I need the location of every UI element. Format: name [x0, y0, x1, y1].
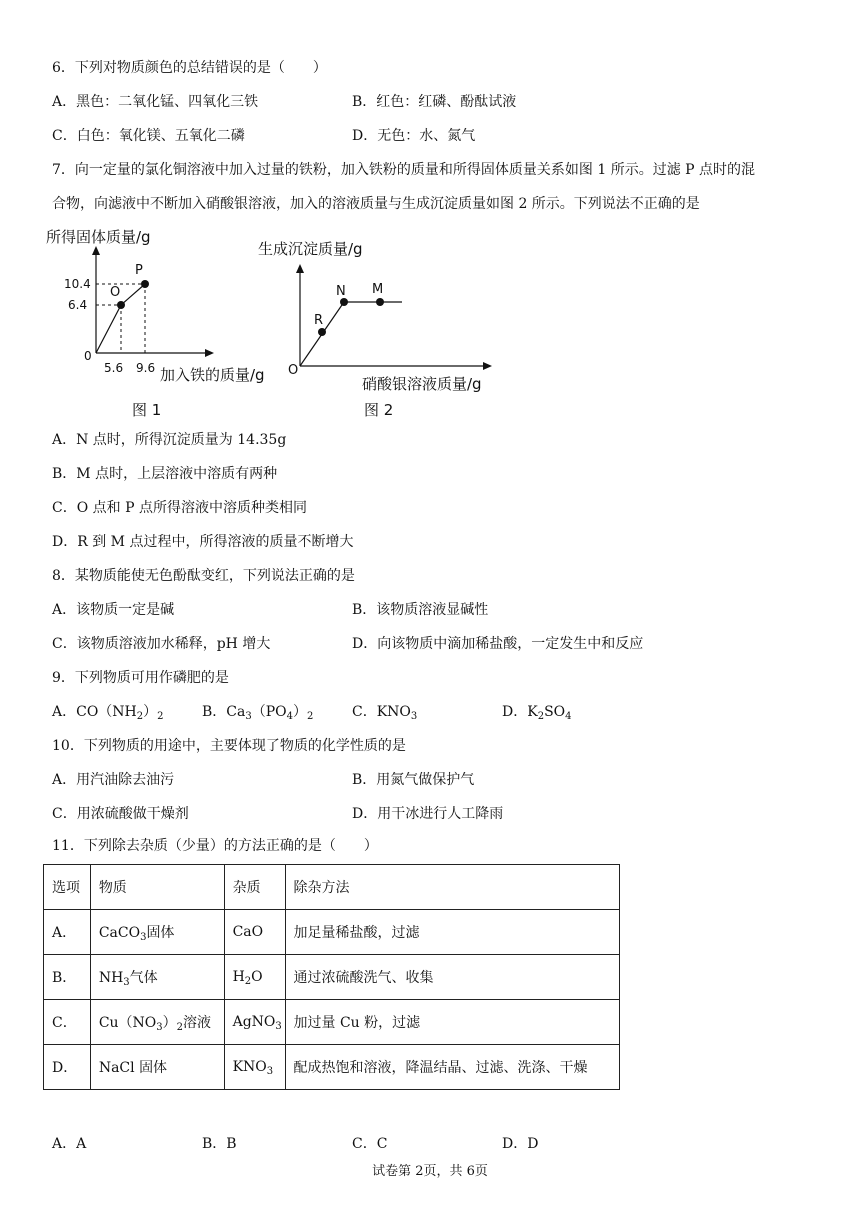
figure1-x-arrow	[205, 349, 214, 357]
figure1-xtick-9-6: 9.6	[136, 361, 156, 375]
row-impurity: CaO	[224, 910, 285, 955]
figure1-curve-segment-1	[96, 305, 121, 353]
q11-option-b: B．B	[202, 1136, 237, 1152]
figure1-xlabel: 加入铁的质量/g	[160, 366, 265, 384]
figure2-xlabel: 硝酸银溶液质量/g	[362, 375, 482, 393]
row-substance: $NH_3$气体	[90, 955, 224, 1000]
row-impurity: $H_2O$	[224, 955, 285, 1000]
q8-stem: 8．某物质能使无色酚酞变红，下列说法正确的是	[52, 568, 355, 584]
table-row	[44, 1045, 620, 1090]
row-method: 通过浓硫酸洗气、收集	[285, 955, 619, 1000]
q6-option-b: B．红色：红磷、酚酞试液	[352, 94, 517, 110]
figure2-x-arrow	[483, 362, 492, 370]
q11-option-a: A．A	[52, 1136, 87, 1152]
figure1-point-p	[141, 280, 149, 288]
row-option: A．	[44, 910, 91, 955]
q6-option-a: A．黑色：二氧化锰、四氧化三铁	[52, 94, 259, 110]
figure2-point-r-label: R	[314, 313, 324, 328]
figure2-point-n-label: N	[336, 284, 346, 299]
figure1-origin-label: 0	[84, 349, 92, 363]
figure1-ytick-10-4: 10.4	[64, 277, 91, 291]
q6-stem: 6．下列对物质颜色的总结错误的是（ ）	[52, 60, 327, 76]
figure1-ytick-6-4: 6.4	[68, 298, 88, 312]
q9-option-c: C．$KNO_3$	[352, 704, 418, 722]
figure2-point-m-label: M	[372, 282, 384, 297]
figure1-point-o	[117, 301, 125, 309]
q7-figure-2	[250, 222, 510, 422]
header-substance: 物质	[90, 865, 224, 910]
row-method: 配成热饱和溶液，降温结晶、过滤、洗涤、干燥	[285, 1045, 619, 1090]
q7-figure-1	[40, 222, 280, 422]
figure2-ylabel: 生成沉淀质量/g	[258, 240, 363, 258]
row-option: D．	[44, 1045, 91, 1090]
q9-stem: 9．下列物质可用作磷肥的是	[52, 670, 229, 686]
figure1-y-arrow	[92, 246, 100, 255]
q9-option-d: D．$K_2SO_4$	[502, 704, 572, 722]
q10-option-c: C．用浓硫酸做干燥剂	[52, 806, 189, 822]
q7-option-a: A．N 点时，所得沉淀质量为 14.35g	[52, 432, 287, 448]
q8-option-a: A．该物质一定是碱	[52, 602, 175, 618]
figure2-origin-label: O	[288, 363, 299, 378]
q9-option-a: A．$CO(NH_2)_2$	[52, 704, 164, 722]
q7-stem-line2: 合物，向滤液中不断加入硝酸银溶液，加入的溶液质量与生成沉淀质量如图 2 所示。下列说法不正确的是	[52, 196, 700, 212]
q8-option-b: B．该物质溶液显碱性	[352, 602, 489, 618]
q10-stem: 10．下列物质的用途中，主要体现了物质的化学性质的是	[52, 738, 406, 754]
header-impurity: 杂质	[224, 865, 285, 910]
figure1-curve-segment-2	[121, 284, 145, 305]
q9-option-b: B．$Ca_3(PO_4)_2$	[202, 704, 314, 722]
figure1-caption: 图 1	[132, 401, 162, 419]
figure2-point-n	[340, 298, 348, 306]
table-header-row	[44, 865, 620, 910]
q10-option-d: D．用干冰进行人工降雨	[352, 806, 504, 822]
header-option: 选项	[44, 865, 91, 910]
figure1-point-p-label: P	[135, 263, 143, 278]
q10-option-a: A．用汽油除去油污	[52, 772, 175, 788]
row-option: B．	[44, 955, 91, 1000]
row-substance: CaCO$_3$固体	[90, 910, 224, 955]
row-method: 加过量 Cu 粉，过滤	[285, 1000, 619, 1045]
q11-table	[43, 864, 620, 1090]
page-footer: 试卷第 2页，共 6页	[372, 1164, 488, 1179]
q8-option-d: D．向该物质中滴加稀盐酸，一定发生中和反应	[352, 636, 644, 652]
row-impurity: AgNO$_3$	[224, 1000, 285, 1045]
figure1-point-o-label: O	[110, 285, 121, 300]
q7-option-c: C．O 点和 P 点所得溶液中溶质种类相同	[52, 500, 307, 516]
figure2-y-arrow	[296, 264, 304, 273]
row-method: 加足量稀盐酸，过滤	[285, 910, 619, 955]
figure2-caption: 图 2	[364, 401, 394, 419]
q6-option-c: C．白色：氧化镁、五氧化二磷	[52, 128, 245, 144]
figure1-xtick-5-6: 5.6	[104, 361, 124, 375]
row-substance: NaCl 固体	[90, 1045, 224, 1090]
row-option: C．	[44, 1000, 91, 1045]
figure2-point-r	[318, 328, 326, 336]
table-row	[44, 955, 620, 1000]
figure2-point-m	[376, 298, 384, 306]
row-impurity: $KNO_3$	[224, 1045, 285, 1090]
q7-option-b: B．M 点时，上层溶液中溶质有两种	[52, 466, 278, 482]
q8-option-c: C．该物质溶液加水稀释，pH 增大	[52, 636, 271, 652]
q11-option-c: C．C	[352, 1136, 388, 1152]
table-row	[44, 910, 620, 955]
row-substance: $Cu(NO_3)_2$溶液	[90, 1000, 224, 1045]
figure1-ylabel: 所得固体质量/g	[46, 228, 151, 246]
header-method: 除杂方法	[285, 865, 619, 910]
q11-option-d: D．D	[502, 1136, 539, 1152]
q7-option-d: D．R 到 M 点过程中，所得溶液的质量不断增大	[52, 534, 354, 550]
q11-stem: 11．下列除去杂质（少量）的方法正确的是（ ）	[52, 838, 378, 854]
q6-option-d: D．无色：水、氮气	[352, 128, 476, 144]
q7-stem-line1: 7．向一定量的氯化铜溶液中加入过量的铁粉，加入铁粉的质量和所得固体质量关系如图 1 所示。过滤 P 点时的混	[52, 162, 756, 178]
q10-option-b: B．用氮气做保护气	[352, 772, 475, 788]
table-row	[44, 1000, 620, 1045]
